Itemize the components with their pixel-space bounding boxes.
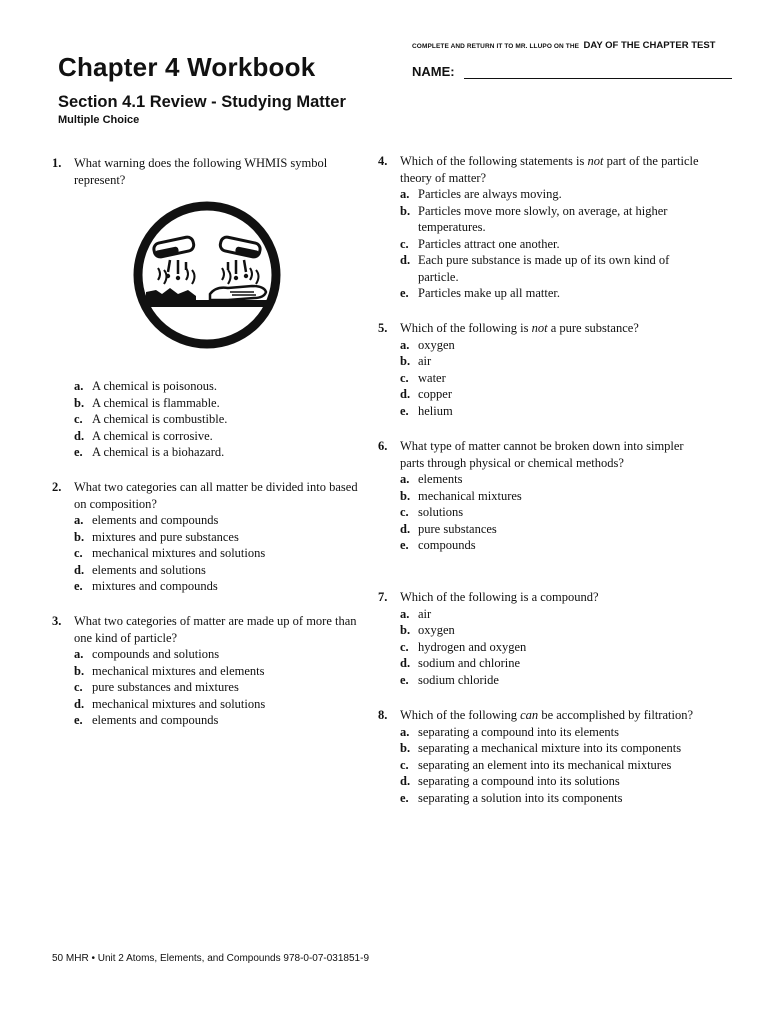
option-c: c. Particles attract one another. (400, 236, 560, 251)
question-text: What warning does the following WHMIS symbol represent? (74, 156, 328, 187)
question-number: 6. (378, 439, 388, 453)
option-b: b. air (400, 354, 432, 368)
option-c: c. mechanical mixtures and solutions (74, 546, 266, 560)
question-6 (378, 438, 708, 554)
question-text-start: Which of the following (400, 708, 521, 722)
question-number: 2. (52, 480, 62, 494)
question-8-stem (378, 707, 708, 724)
option-d: d. elements and solutions (74, 562, 206, 577)
name-blank-line (464, 78, 732, 79)
option-a: a. A chemical is poisonous. (74, 379, 217, 393)
question-number: 8. (378, 708, 388, 722)
section-subtitle: Multiple Choice (58, 114, 140, 126)
question-text-start: Which of the following is (400, 321, 532, 335)
option-b: b. mixtures and pure substances (74, 529, 239, 544)
question-number: 7. (378, 590, 388, 604)
return-instruction-big: DAY OF THE CHAPTER TEST (583, 40, 716, 51)
question-1-options (52, 378, 362, 461)
option-e: e. elements and compounds (74, 713, 219, 727)
option-b: b. mechanical mixtures (400, 488, 522, 503)
whmis-corrosive-icon (132, 200, 282, 350)
option-e: e. mixtures and compounds (74, 579, 218, 593)
question-number: 4. (378, 154, 388, 168)
question-5 (378, 320, 708, 419)
option-c: c. water (400, 370, 446, 385)
name-label: NAME: (412, 64, 455, 79)
question-text-start: Which of the following statements is (400, 154, 588, 168)
option-b: b. A chemical is flammable. (74, 395, 220, 410)
question-text: What two categories of matter are made up of more than one kind of particle? (74, 614, 357, 645)
question-2 (52, 479, 362, 595)
question-text-emphasis: not (587, 154, 604, 168)
option-d: d. sodium and chlorine (400, 656, 521, 670)
question-5-stem (378, 320, 708, 337)
option-a: a. air (400, 606, 432, 621)
question-text-end: be accomplished by filtration? (538, 708, 693, 722)
option-c: c. A chemical is combustible. (74, 412, 228, 426)
return-instruction-small: COMPLETE AND RETURN IT TO MR. LLUPO ON THE (412, 43, 580, 50)
page-title: Chapter 4 Workbook (58, 52, 316, 82)
option-e: e. helium (400, 403, 453, 418)
option-d: d. separating a compound into its solutions (400, 774, 620, 788)
question-text-emphasis: not (531, 321, 548, 335)
option-e: e. Particles make up all matter. (400, 286, 560, 300)
option-d: d. pure substances (400, 521, 497, 536)
question-6-stem (378, 438, 708, 471)
option-b: b. oxygen (400, 623, 455, 637)
question-number: 5. (378, 321, 388, 335)
option-e: e. A chemical is a biohazard. (74, 445, 225, 459)
question-text-end: a pure substance? (547, 321, 639, 335)
question-2-stem (52, 479, 362, 512)
option-a: a. oxygen (400, 337, 455, 352)
option-b: b. separating a mechanical mixture into its components (400, 741, 682, 755)
question-1 (52, 155, 362, 188)
option-e: e. compounds (400, 538, 476, 552)
question-text: What two categories can all matter be divided into based on composition? (74, 480, 358, 511)
option-c: c. separating an element into its mechanical mixtures (400, 757, 672, 772)
question-text: What type of matter cannot be broken down into simpler parts through physical or chemical methods? (400, 439, 684, 470)
option-a: a. elements and compounds (74, 513, 219, 527)
option-b: b. Particles move more slowly, on average, at higher temperatures. (400, 203, 668, 234)
question-7 (378, 589, 708, 688)
option-d: d. copper (400, 387, 453, 401)
option-a: a. compounds and solutions (74, 647, 220, 661)
question-text-end: part of the particle theory of matter? (400, 154, 699, 185)
question-8 (378, 707, 708, 806)
page-footer: 50 MHR • Unit 2 Atoms, Elements, and Compounds 978-0-07-031851-9 (52, 953, 370, 964)
question-number: 3. (52, 614, 62, 628)
return-instruction (412, 35, 715, 53)
option-a: a. elements (400, 472, 463, 486)
option-d: d. Each pure substance is made up of its own kind of particle. (400, 253, 670, 284)
question-3 (52, 613, 362, 729)
option-e: e. separating a solution into its components (400, 790, 623, 805)
option-a: a. separating a compound into its elements (400, 724, 619, 739)
question-text: Which of the following is a compound? (400, 590, 599, 604)
option-d: d. mechanical mixtures and solutions (74, 696, 266, 711)
option-b: b. mechanical mixtures and elements (74, 663, 265, 678)
question-7-stem (378, 589, 708, 606)
question-number: 1. (52, 156, 62, 170)
option-e: e. sodium chloride (400, 672, 499, 687)
option-d: d. A chemical is corrosive. (74, 428, 213, 443)
option-c: c. solutions (400, 505, 464, 519)
option-c: c. pure substances and mixtures (74, 680, 239, 694)
question-4 (378, 153, 708, 302)
option-a: a. Particles are always moving. (400, 187, 562, 201)
question-text-emphasis: can (520, 708, 539, 722)
section-title: Section 4.1 Review - Studying Matter (58, 93, 346, 111)
question-1-stem (52, 155, 362, 188)
question-4-stem (378, 153, 708, 186)
question-3-stem (52, 613, 362, 646)
option-c: c. hydrogen and oxygen (400, 639, 527, 654)
